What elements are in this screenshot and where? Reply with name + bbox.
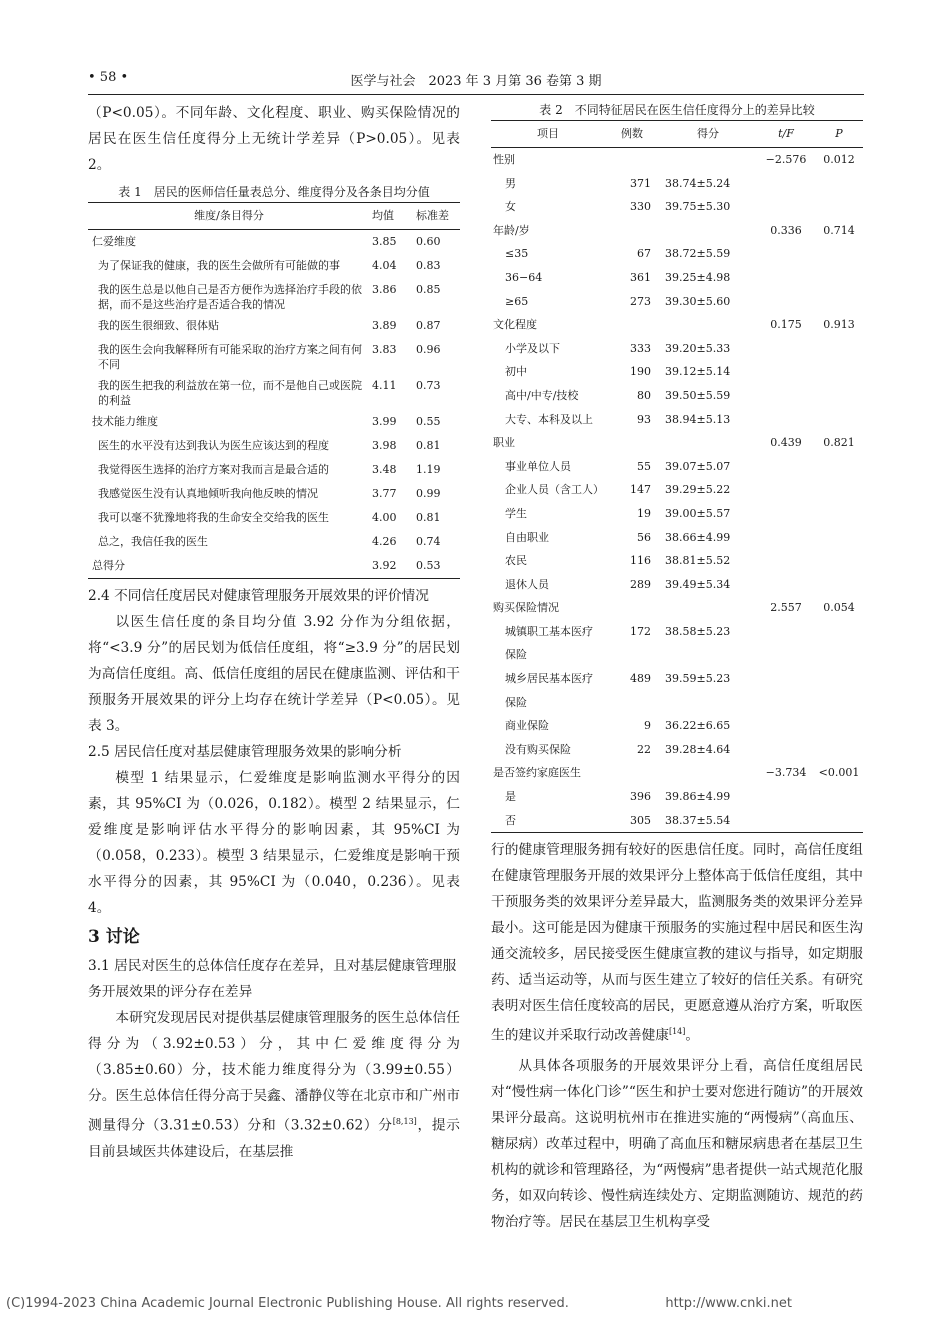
- table2-row: [491, 455, 863, 479]
- table2-cell-n: 396: [630, 790, 651, 804]
- table2-cell-n: 330: [630, 200, 651, 214]
- table2-cell-stat: [757, 526, 815, 550]
- table2-cell-n: 172: [630, 624, 651, 638]
- table2-row: [491, 809, 863, 833]
- table2-cell-p: [815, 478, 863, 502]
- table2-cell-stat: 0.336: [770, 223, 802, 237]
- table2-header-score: 得分: [659, 121, 757, 148]
- table1-cell-label: 总得分: [88, 554, 370, 579]
- cnki-link[interactable]: http://www.cnki.net: [665, 1296, 792, 1311]
- table1-header-row: [88, 203, 460, 230]
- discussion-paragraph-2: 从具体各项服务的开展效果评分上看，高信任度组居民对“慢性病一体化门诊”“医生和护士要对您进行随访”的开展效果评分最高。这说明杭州市在推进实施的“两慢病”（高血压、糖尿病）改革过程中，明确了高血压和糖尿病患者在基层卫生机构的就诊和管理路径，为“两慢病”患者提供一站式规范化服务，如双向转诊、慢性病连续处方、定期监测随访、规范的药物治疗等。居民在基层卫生机构享受: [491, 1057, 863, 1230]
- table2-cell-stat: [757, 408, 815, 432]
- table2-cell-label: 大专、本科及以上: [505, 412, 593, 426]
- table2-cell-label: 女: [505, 200, 516, 214]
- table2-cell-label: 文化程度: [493, 318, 537, 332]
- table2-cell-label: 是: [505, 790, 516, 804]
- table2-cell-stat: [757, 172, 815, 196]
- table1-row: [88, 530, 460, 554]
- table2-cell-p: [815, 714, 863, 738]
- table2-cell-p: [815, 172, 863, 196]
- table2-cell-stat: [757, 478, 815, 502]
- table2-cell-score: 39.29±5.22: [665, 483, 731, 497]
- copyright-notice: (C)1994-2023 China Academic Journal Electronic Publishing House. All rights reserved.: [6, 1296, 569, 1311]
- table2-cell-n: 333: [630, 341, 651, 355]
- table2-cell-score: [659, 313, 757, 337]
- table2-cell-n: 22: [637, 742, 651, 756]
- table2-row: [491, 172, 863, 196]
- table2-cell-p: [815, 360, 863, 384]
- table2-row: [491, 785, 863, 809]
- table2-row: [491, 195, 863, 219]
- table2-cell-score: [659, 431, 757, 455]
- table1-row: [88, 278, 460, 314]
- table2-cell-n: 190: [630, 365, 651, 379]
- table1-cell-mean: 4.00: [372, 511, 397, 524]
- table2-cell-stat: −2.576: [765, 153, 807, 166]
- table2-row: [491, 266, 863, 290]
- table2-cell-stat: [757, 549, 815, 573]
- table2-cell-score: 39.30±5.60: [665, 294, 731, 308]
- table2-cell-score: 39.20±5.33: [665, 341, 731, 355]
- table1-cell-label: 我的医生把我的利益放在第一位，而不是他自己或医院的利益: [98, 379, 362, 407]
- right-column: [491, 100, 863, 1235]
- table2-cell-stat: [757, 195, 815, 219]
- table2-cell-n: 19: [637, 506, 651, 520]
- table2-cell-n: 9: [644, 719, 651, 733]
- table2-cell-label: 没有购买保险: [505, 742, 571, 756]
- table2-cell-stat: 0.175: [770, 318, 802, 332]
- table2-cell-n: [605, 219, 659, 243]
- table1-cell-sd: 0.55: [416, 415, 441, 428]
- table2-cell-p: [815, 502, 863, 526]
- table2-cell-stat: [757, 290, 815, 314]
- section-2-5-text: 模型 1 结果显示，仁爱维度是影响监测水平得分的因素，其 95%CI 为（0.026，0.182）。模型 2 结果显示，仁爱维度是影响评估水平得分的影响因素，其 95%CI 为（0.058，0.233）。模型 3 结果显示，仁爱维度是影响干预水平得分的因素，其 95%CI 为（0.040，0.236）。见表 4。: [88, 770, 460, 916]
- table1-cell-sd: 0.73: [416, 379, 441, 392]
- table2-cell-score: 38.58±5.23: [665, 624, 731, 638]
- table2-row: [491, 667, 863, 714]
- table2-cell-n: 289: [630, 577, 651, 591]
- table2-cell-p: [815, 526, 863, 550]
- table2-cell-label: ≥65: [505, 294, 529, 308]
- table2-cell-n: 371: [630, 176, 651, 190]
- table1-cell-sd: 0.96: [416, 343, 441, 356]
- table1-cell-mean: 3.85: [372, 235, 397, 248]
- table2-cell-stat: [757, 573, 815, 597]
- table1-row: [88, 374, 460, 410]
- table2-row: [491, 502, 863, 526]
- table2-cell-label: 年龄/岁: [493, 223, 530, 237]
- table2-cell-score: 39.59±5.23: [665, 672, 731, 686]
- table1-row: [88, 254, 460, 278]
- table2-row: [491, 408, 863, 432]
- table2-cell-p: [815, 809, 863, 833]
- table2-cell-n: 67: [637, 247, 651, 261]
- table2-cell-stat: [757, 455, 815, 479]
- table2-cell-p: [815, 738, 863, 762]
- table2-cell-score: 39.00±5.57: [665, 506, 731, 520]
- table1-cell-sd: 0.74: [416, 535, 441, 548]
- table2-row: [491, 526, 863, 550]
- table1-cell-label: 医生的水平没有达到我认为医生应该达到的程度: [98, 439, 329, 452]
- table2-cell-score: 39.50±5.59: [665, 388, 731, 402]
- table2-cell-label: 农民: [505, 554, 527, 568]
- table2-cell-stat: [757, 620, 815, 667]
- table1-cell-sd: 0.60: [416, 235, 441, 248]
- table1-cell-mean: 3.86: [372, 283, 397, 296]
- table2-row: [491, 360, 863, 384]
- table2-row: [491, 219, 863, 243]
- table2-cell-label: 36−64: [505, 270, 543, 284]
- table2-header-p: P: [815, 121, 863, 148]
- table1-row: [88, 506, 460, 530]
- table2-cell-p: [815, 620, 863, 667]
- table1-cell-label: 我可以毫不犹豫地将我的生命安全交给我的医生: [98, 511, 329, 524]
- table2-cell-p: [815, 195, 863, 219]
- table1-row: [88, 434, 460, 458]
- table2-cell-p: [815, 290, 863, 314]
- table2-cell-n: 147: [630, 483, 651, 497]
- table2-row: [491, 148, 863, 172]
- table2-cell-label: 事业单位人员: [505, 459, 571, 473]
- table2-cell-p: [815, 455, 863, 479]
- table2-cell-score: [659, 219, 757, 243]
- table1-cell-label: 我的医生很细致、很体贴: [98, 319, 219, 332]
- table1-row: [88, 410, 460, 434]
- table2-cell-stat: [757, 242, 815, 266]
- table2-cell-p: [815, 266, 863, 290]
- table2-cell-n: 55: [637, 459, 651, 473]
- discussion-paragraph-1: 行的健康管理服务拥有较好的医患信任度。同时，高信任度组在健康管理服务开展的效果评分上整体高于低信任度组，其中干预服务类的效果评分差异最大，监测服务类的效果评分差异最小。这可能是因为健康干预服务的实施过程中居民和医生沟通交流较多，居民接受医生健康宣教的建议与指导，如定期服药、适当运动等，从而与医生建立了较好的信任关系。有研究表明对医生信任度较高的居民，更愿意遵从治疗方案，听取医生的建议并采取行动改善健康[14]。: [491, 842, 863, 1044]
- table2-cell-label: 自由职业: [505, 530, 549, 544]
- table1-cell-label: 我的医生会向我解释所有可能采取的治疗方案之间有何不同: [98, 343, 362, 371]
- table2-cell-p: [815, 384, 863, 408]
- table2-cell-label: 高中/中专/技校: [505, 388, 579, 402]
- table2-cell-label: ≤35: [505, 247, 529, 261]
- section-2-4-text: 以医生信任度的条目均分值 3.92 分作为分组依据，将“<3.9 分”的居民划为低信任度组，将“≥3.9 分”的居民划为高信任度组。高、低信任度组的居民在健康监测、评估和干预服务开展效果的评分上均存在统计学差异（P<0.05）。见表 3。: [88, 614, 460, 734]
- table2-row: [491, 549, 863, 573]
- table2-cell-stat: −3.734: [765, 766, 807, 780]
- table2-cell-label: 是否签约家庭医生: [493, 766, 581, 780]
- page-number: • 58 •: [88, 70, 129, 85]
- table2-header-item: 项目: [491, 121, 605, 148]
- table2-cell-label: 企业人员（含工人）: [505, 483, 604, 497]
- table2-cell-p: [815, 785, 863, 809]
- table2-cell-p: [815, 667, 863, 714]
- table1-cell-sd: 0.85: [416, 283, 441, 296]
- table1-cell-mean: 4.04: [372, 259, 397, 272]
- table1-cell-sd: 0.81: [416, 439, 441, 452]
- table2-cell-p: [815, 242, 863, 266]
- journal-title: 医学与社会 2023 年 3 月第 36 卷第 3 期: [350, 74, 602, 89]
- table2-cell-stat: 0.439: [770, 436, 802, 450]
- table2-cell-label: 否: [491, 809, 605, 833]
- table1-cell-mean: 4.11: [372, 379, 397, 392]
- table2-cell-n: 93: [637, 412, 651, 426]
- table2-row: [491, 620, 863, 667]
- table2-row: [491, 242, 863, 266]
- table1-cell-label: 总之，我信任我的医生: [98, 535, 208, 548]
- table1-cell-label: 仁爱维度: [92, 235, 136, 248]
- table2-cell-label: 城乡居民基本医疗保险: [505, 672, 593, 709]
- citation: [14]: [668, 1027, 686, 1037]
- left-column: [88, 100, 460, 1165]
- table2-row: [491, 596, 863, 620]
- table2-cell-n: 273: [630, 294, 651, 308]
- table1-cell-sd: 0.83: [416, 259, 441, 272]
- table1-cell-label: 技术能力维度: [92, 415, 158, 428]
- table1-cell-mean: 3.77: [372, 487, 397, 500]
- table2-cell-score: 39.86±4.99: [665, 790, 731, 804]
- table1-cell-label: 为了保证我的健康，我的医生会做所有可能做的事: [98, 259, 340, 272]
- table2-cell-label: 男: [505, 176, 516, 190]
- table1-cell-mean: 4.26: [372, 535, 397, 548]
- table1-cell-mean: 3.98: [372, 439, 397, 452]
- table2-cell-stat: [757, 714, 815, 738]
- table2-cell-n: [605, 431, 659, 455]
- table2-cell-score: [659, 761, 757, 785]
- table2-row: [491, 761, 863, 785]
- table2-row: [491, 337, 863, 361]
- table2-cell-score: 38.66±4.99: [665, 530, 731, 544]
- table1-header-item: 维度/条目得分: [88, 203, 370, 230]
- section-3-1-text: 本研究发现居民对提供基层健康管理服务的医生总体信任得分为（3.92±0.53）分，其中仁爱维度得分为（3.85±0.60）分，技术能力维度得分为（3.99±0.55）分。医生总体信任得分高于吴鑫、潘静仪等在北京市和广州市测量得分（3.31±0.53）分和（3.32±0.62）分[8,13]，提示目前县域医共体建设后，在基层推: [88, 1010, 460, 1160]
- table2: [491, 120, 863, 833]
- section-2-4-title: 2.4 不同信任度居民对健康管理服务开展效果的评价情况: [88, 588, 429, 604]
- table2-cell-score: 39.25±4.98: [665, 270, 731, 284]
- table2-cell-score: 38.74±5.24: [665, 176, 731, 190]
- table2-cell-stat: [757, 667, 815, 714]
- table1-row: [88, 458, 460, 482]
- intro-paragraph: （P<0.05）。不同年龄、文化程度、职业、购买保险情况的居民在医生信任度得分上无统计学差异（P>0.05）。见表 2。: [88, 105, 460, 173]
- table2-row: [491, 384, 863, 408]
- table2-cell-stat: [757, 809, 815, 833]
- table1: [88, 202, 460, 579]
- table2-cell-score: 39.28±4.64: [665, 742, 731, 756]
- table2-cell-p: 0.821: [823, 436, 855, 450]
- table2-cell-score: 39.49±5.34: [665, 577, 731, 591]
- table2-cell-score: [659, 148, 757, 172]
- table1-row: [88, 338, 460, 374]
- table2-row: [491, 714, 863, 738]
- table2-cell-label: 商业保险: [505, 719, 549, 733]
- table1-cell-mean: 3.89: [372, 319, 397, 332]
- table1-row: [88, 482, 460, 506]
- table2-cell-p: [815, 549, 863, 573]
- table2-cell-stat: [757, 502, 815, 526]
- table2-cell-n: 489: [630, 672, 651, 686]
- table2-cell-stat: [757, 337, 815, 361]
- table1-cell-sd: 0.81: [416, 511, 441, 524]
- table2-cell-stat: [757, 360, 815, 384]
- table2-cell-p: 0.913: [823, 318, 855, 332]
- table1-cell-mean: 3.48: [372, 463, 397, 476]
- table2-cell-n: 56: [637, 530, 651, 544]
- table2-row: [491, 478, 863, 502]
- table2-header-row: [491, 121, 863, 148]
- table2-cell-n: 305: [605, 809, 659, 833]
- table2-cell-stat: [757, 384, 815, 408]
- table2-row: [491, 431, 863, 455]
- table2-cell-n: [605, 596, 659, 620]
- table2-cell-n: [605, 761, 659, 785]
- table2-cell-label: 学生: [505, 506, 527, 520]
- table1-cell-sd: 0.99: [416, 487, 441, 500]
- section-2-5-title: 2.5 居民信任度对基层健康管理服务效果的影响分析: [88, 744, 402, 760]
- table2-cell-score: [659, 596, 757, 620]
- table2-cell-score: 39.07±5.07: [665, 459, 731, 473]
- table1-cell-label: 我的医生总是以他自己是否方便作为选择治疗手段的依据，而不是这些治疗是否适合我的情况: [98, 283, 362, 311]
- section-3-1-title: 3.1 居民对医生的总体信任度存在差异，且对基层健康管理服务开展效果的评分存在差异: [88, 958, 457, 1000]
- table2-row: [491, 290, 863, 314]
- table2-cell-stat: 2.557: [770, 601, 802, 615]
- table2-cell-label: 初中: [505, 365, 527, 379]
- table1-row: [88, 314, 460, 338]
- table2-cell-p: 0.714: [823, 223, 855, 237]
- table1-cell-mean: 3.99: [372, 415, 397, 428]
- table2-cell-label: 职业: [493, 436, 515, 450]
- table2-cell-label: 城镇职工基本医疗保险: [505, 624, 593, 662]
- table2-cell-score: 38.72±5.59: [665, 247, 731, 261]
- table1-cell-sd: 1.19: [416, 463, 441, 476]
- table2-cell-label: 性别: [493, 153, 515, 166]
- table2-cell-label: 退休人员: [505, 577, 549, 591]
- table2-caption: 表 2 不同特征居民在医生信任度得分上的差异比较: [539, 103, 815, 117]
- table2-cell-stat: [757, 266, 815, 290]
- table2-header-n: 例数: [605, 121, 659, 148]
- table2-cell-label: 购买保险情况: [493, 601, 559, 615]
- table2-cell-score: 38.37±5.54: [659, 809, 757, 833]
- table1-cell-sd: 0.87: [416, 319, 441, 332]
- table2-cell-n: 80: [637, 388, 651, 402]
- table2-cell-n: [605, 313, 659, 337]
- section-3-title: 3 讨论: [88, 927, 140, 947]
- table1-header-sd: 标准差: [414, 203, 460, 230]
- page-header: [88, 70, 864, 92]
- table2-cell-score: 38.94±5.13: [665, 412, 731, 426]
- table2-cell-p: 0.054: [823, 601, 855, 615]
- table2-cell-p: 0.012: [823, 153, 855, 166]
- table2-row: [491, 738, 863, 762]
- table2-cell-p: [815, 408, 863, 432]
- table1-cell-label: 我感觉医生没有认真地倾听我向他反映的情况: [98, 487, 318, 500]
- table2-cell-p: [815, 337, 863, 361]
- table1-caption: 表 1 居民的医师信任量表总分、维度得分及各条目均分值: [118, 185, 430, 199]
- table1-cell-mean: 3.83: [372, 343, 397, 356]
- table1-cell-sd: 0.53: [414, 554, 460, 579]
- table2-cell-score: 39.75±5.30: [665, 200, 731, 214]
- table2-cell-p: <0.001: [818, 766, 860, 780]
- table2-cell-n: 116: [630, 554, 651, 568]
- table2-cell-n: [605, 148, 659, 172]
- table2-cell-p: [815, 573, 863, 597]
- table1-row: [88, 230, 460, 255]
- table1-cell-mean: 3.92: [370, 554, 414, 579]
- table2-row: [491, 313, 863, 337]
- header-rule: [88, 94, 864, 95]
- table2-cell-score: 36.22±6.65: [665, 719, 731, 733]
- table2-cell-label: 小学及以下: [505, 341, 560, 355]
- table2-cell-score: 39.12±5.14: [665, 365, 731, 379]
- table2-cell-stat: [757, 785, 815, 809]
- table2-cell-score: 38.81±5.52: [665, 554, 731, 568]
- table2-cell-n: 361: [630, 270, 651, 284]
- table1-header-mean: 均值: [370, 203, 414, 230]
- table2-row: [491, 573, 863, 597]
- table2-cell-stat: [757, 738, 815, 762]
- citation: [8,13]: [392, 1117, 417, 1126]
- table2-header-stat: t/F: [757, 121, 815, 148]
- table1-cell-label: 我觉得医生选择的治疗方案对我而言是最合适的: [98, 463, 329, 476]
- table1-row: [88, 554, 460, 579]
